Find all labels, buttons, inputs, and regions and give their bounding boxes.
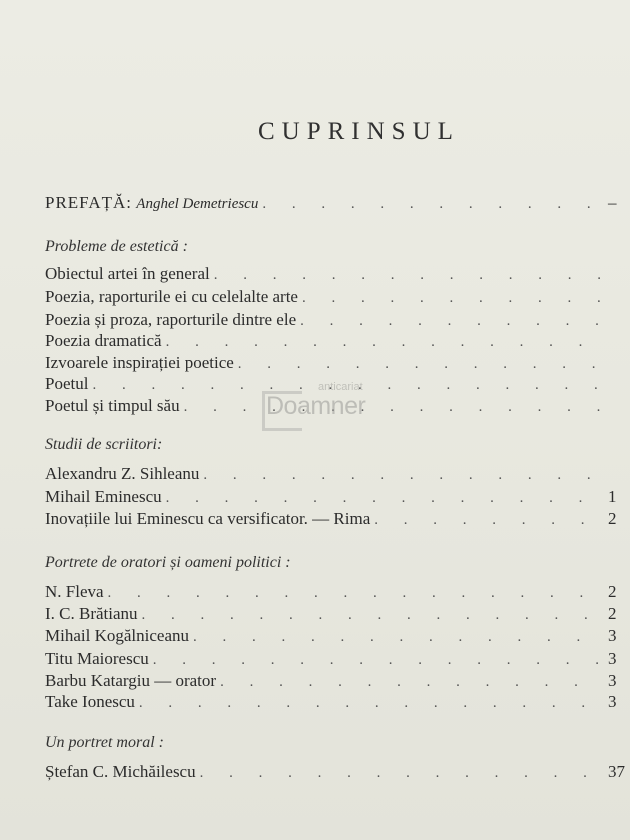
- toc-page-number: 37: [608, 762, 625, 781]
- toc-entry: [45, 331, 630, 352]
- preface-caption: PREFAȚĂ:: [45, 193, 133, 212]
- toc-page-number: 2: [608, 604, 617, 623]
- toc-entry-label: Obiectul artei în general: [45, 264, 210, 283]
- leader-dots: [200, 763, 604, 783]
- toc-entry-label: Titu Maiorescu: [45, 649, 149, 668]
- toc-entry: [45, 582, 630, 603]
- toc-entry: [45, 264, 630, 285]
- toc-entry-label: Alexandru Z. Sihleanu: [45, 464, 200, 483]
- preface-author: Anghel Demetriescu: [136, 196, 259, 212]
- toc-page-number: 1: [608, 487, 617, 506]
- toc-entry: [45, 692, 630, 713]
- leader-dots: [214, 265, 604, 285]
- leader-dots: [262, 194, 604, 214]
- toc-entry-label: Ștefan C. Michăilescu: [45, 762, 196, 781]
- toc-page-number: 2: [608, 509, 617, 528]
- toc-entry-label: Inovațiile lui Eminescu ca versificator. — Rima: [45, 509, 371, 528]
- leader-dots: [203, 465, 604, 485]
- toc-entry-label: N. Fleva: [45, 582, 104, 601]
- page-title: CUPRINSUL: [258, 118, 460, 145]
- toc-page-number: –: [608, 193, 617, 212]
- watermark-brand: Doamner: [266, 392, 366, 420]
- leader-dots: [238, 354, 604, 374]
- toc-entry-label: Poetul și timpul său: [45, 396, 180, 415]
- leader-dots: [302, 288, 604, 308]
- toc-entry: [45, 287, 630, 308]
- toc-page-number: 3: [608, 649, 617, 668]
- toc-entry: [45, 671, 630, 692]
- leader-dots: [374, 510, 604, 530]
- toc-page-number: 2: [608, 582, 617, 601]
- leader-dots: [220, 672, 604, 692]
- toc-entry: [45, 604, 630, 625]
- toc-entry-label: Barbu Katargiu — orator: [45, 671, 217, 690]
- leader-dots: [139, 693, 604, 713]
- leader-dots: [300, 311, 604, 331]
- toc-entry: [45, 310, 630, 331]
- toc-entry-label: Take Ionescu: [45, 692, 135, 711]
- leader-dots: [142, 605, 604, 625]
- section-heading-estetica: Probleme de estetică :: [45, 238, 188, 255]
- toc-entry: [45, 353, 630, 374]
- toc-page-number: 3: [608, 626, 617, 645]
- leader-dots: [166, 488, 604, 508]
- leader-dots: [108, 583, 604, 603]
- toc-entry: [45, 626, 630, 647]
- leader-dots: [166, 332, 604, 352]
- toc-entry: [45, 649, 630, 670]
- watermark-small-text: anticariat: [318, 381, 363, 393]
- section-heading-portrete: Portrete de oratori și oameni politici :: [45, 554, 291, 571]
- toc-preface-line: [45, 193, 630, 214]
- toc-entry: [45, 762, 630, 783]
- leader-dots: [193, 627, 604, 647]
- leader-dots: [153, 650, 604, 670]
- toc-entry-label: Poetul: [45, 374, 89, 393]
- toc-preface-label: [45, 193, 258, 214]
- toc-entry: [45, 509, 630, 530]
- toc-entry-label: Mihail Eminescu: [45, 487, 162, 506]
- toc-page-number: 3: [608, 671, 617, 690]
- toc-page-number: 3: [608, 692, 617, 711]
- toc-entry-label: Izvoarele inspirației poetice: [45, 353, 234, 372]
- toc-entry: [45, 487, 630, 508]
- toc-entry-label: Poezia dramatică: [45, 331, 162, 350]
- section-heading-portret-moral: Un portret moral :: [45, 734, 164, 751]
- toc-entry-label: Poezia și proza, raporturile dintre ele: [45, 310, 297, 329]
- toc-entry-label: Poezia, raporturile ei cu celelalte arte: [45, 287, 298, 306]
- toc-entry-label: I. C. Brătianu: [45, 604, 138, 623]
- toc-entry: [45, 464, 630, 485]
- toc-entry-label: Mihail Kogălniceanu: [45, 626, 189, 645]
- watermark-logo: [262, 381, 402, 433]
- section-heading-studii: Studii de scriitori:: [45, 436, 163, 453]
